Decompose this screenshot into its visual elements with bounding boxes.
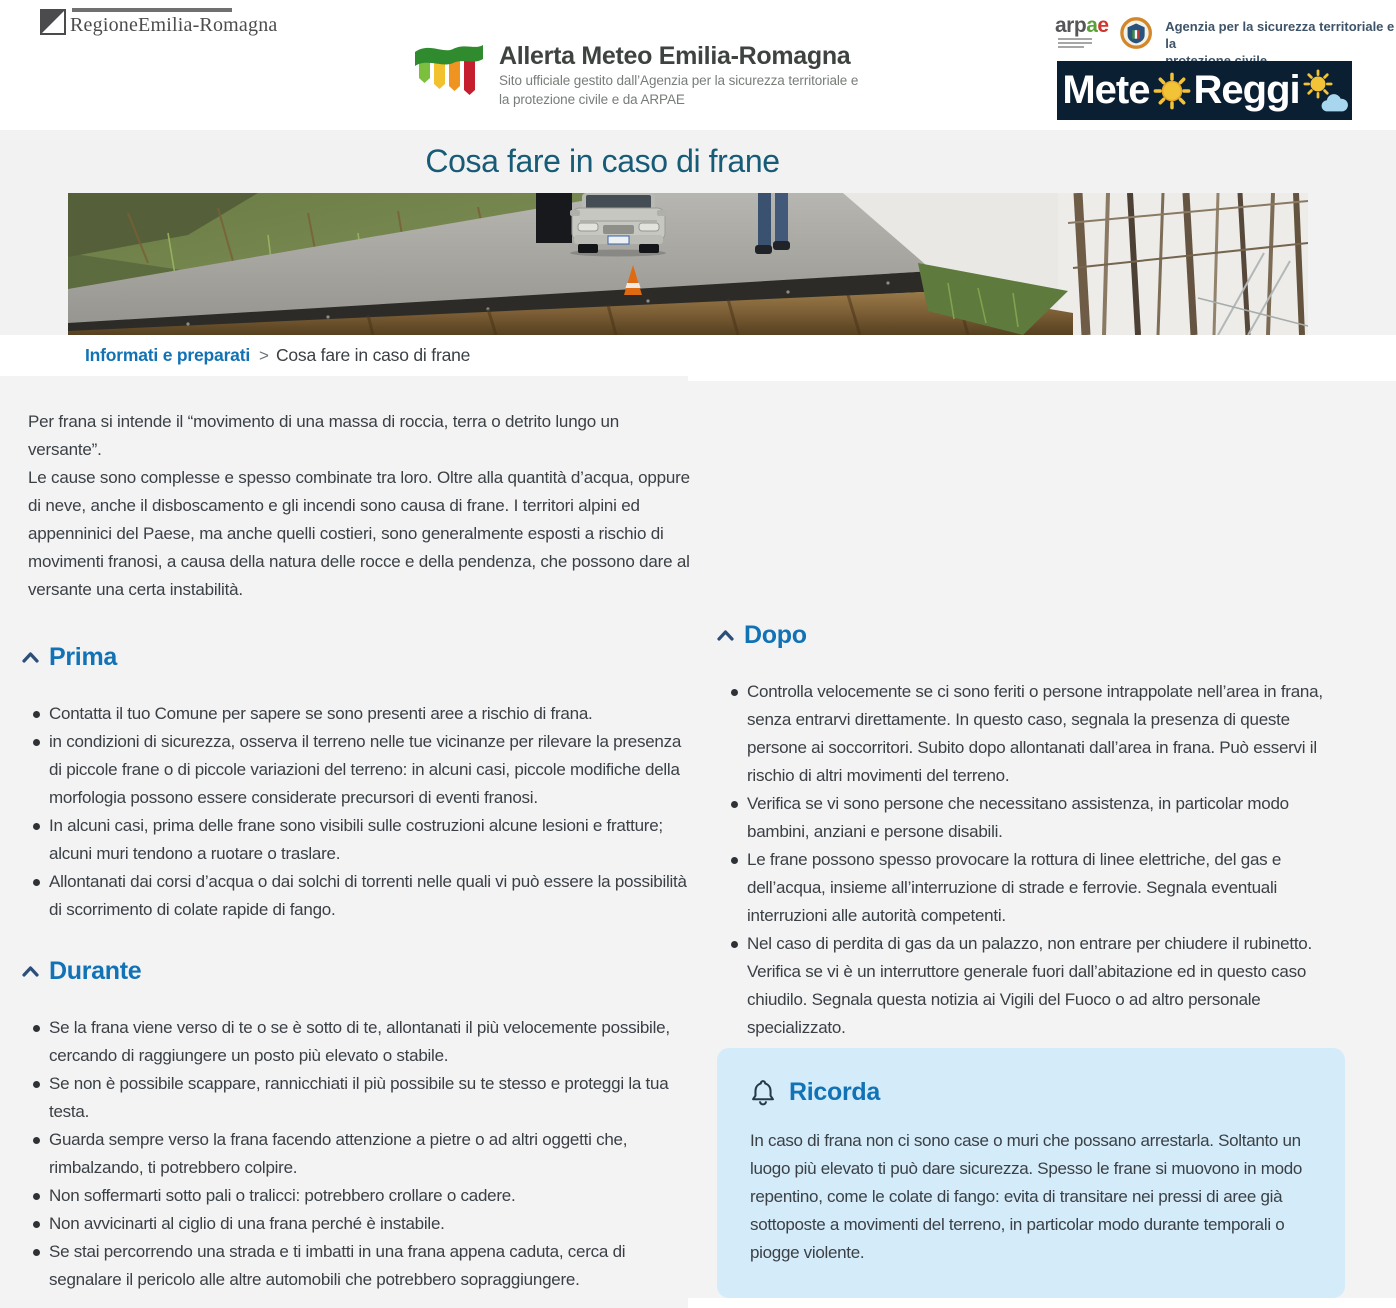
protezione-civile-emblem-icon <box>1120 16 1152 50</box>
list-item: Le frane possono spesso provocare la rottura di linee elettriche, del gas e dell’acqua, insieme all’interruzione di strade e ferrovie. Segnala eventuali interruzioni alle autorità competenti. <box>731 846 1351 930</box>
chevron-up-icon <box>22 966 39 977</box>
list-item: Se la frana viene verso di te o se è sotto di te, allontanati il più velocemente possibile, cercando di raggiungere un posto più elevato o stabile. <box>33 1014 692 1070</box>
site-header <box>0 0 1396 130</box>
section-durante-title: Durante <box>49 957 142 985</box>
hero-image <box>68 193 1308 335</box>
regione-logo-bar <box>72 8 232 12</box>
list-item: Se stai percorrendo una strada e ti imbatti in una frana appena caduta, cerca di segnalare il pericolo alle altre automobili che potrebbero sopraggiungere. <box>33 1238 692 1294</box>
chevron-up-icon <box>22 652 39 663</box>
list-item: Verifica se vi sono persone che necessitano assistenza, in particolar modo bambini, anziani e persone disabili. <box>731 790 1351 846</box>
regione-logo[interactable] <box>40 8 277 37</box>
list-item: Controlla velocemente se ci sono feriti o persone intrappolate nell’area in frana, senza entrarvi direttamente. In questo caso, segnala la presenza di queste persone ai soccorritori. Subito dopo allontanati dall’area in frana. Può esservi il rischio di altri movimenti del terreno. <box>731 678 1351 790</box>
regione-square-icon <box>40 8 66 35</box>
list-item: Non avvicinarti al ciglio di una frana perché è instabile. <box>33 1210 692 1238</box>
breadcrumb-current: Cosa fare in caso di frane <box>275 345 471 365</box>
title-band <box>0 130 1396 335</box>
chevron-up-icon <box>717 630 734 641</box>
list-item: Non soffermarti sotto pali o tralicci: potrebbero crollare o cadere. <box>33 1182 692 1210</box>
section-dopo-title: Dopo <box>744 621 807 649</box>
breadcrumb-separator: > <box>259 345 269 365</box>
sun-cloud-icon <box>1303 69 1347 113</box>
page-title: Cosa fare in caso di frane <box>425 143 780 179</box>
right-column <box>700 376 1396 1298</box>
durante-list <box>33 1014 692 1294</box>
prima-list <box>33 700 692 924</box>
regione-logo-text: RegioneEmilia-Romagna <box>70 14 278 36</box>
section-dopo-toggle[interactable] <box>717 618 1396 652</box>
list-item: Nel caso di perdita di gas da un palazzo, non entrare per chiudere il rubinetto. Verifica se vi è un interruttore generale fuori dall’abitazione ed in questo caso chiudilo. Segnala questa notizia ai Vigili del Fuoco o ad altro personale specializzato. <box>731 930 1351 1042</box>
left-column <box>28 408 692 1294</box>
ricorda-text: In caso di frana non ci sono case o muri che possano arrestarla. Soltanto un luogo più elevato ti può dare sicurezza. Spesso le frane si muovono in modo repentino, come le colate di fango: evita di transitare nei pressi di aree già sottoposte a movimenti del terreno, in particolar modo durante temporali o piogge violente. <box>750 1131 1303 1262</box>
intro-paragraph-2: Le cause sono complesse e spesso combinate tra loro. Oltre alla quantità d’acqua, oppure di neve, anche il disboscamento e gli incendi sono causa di frane. I territori alpini ed appenninici del Paese, ma anche quelli costieri, sono generalmente esposti a rischio di movimenti franosi, a causa della natura delle rocce e della pendenza, che possono dare al versante una certa instabilità. <box>28 468 690 599</box>
agency-name-line1: Agenzia per la sicurezza territoriale e la <box>1165 19 1395 51</box>
breadcrumb-link-informati[interactable]: Informati e preparati <box>85 345 251 365</box>
intro-paragraph-1: Per frana si intende il “movimento di una massa di roccia, terra o detrito lungo un versante”. <box>28 412 619 459</box>
list-item: In alcuni casi, prima delle frane sono visibili sulle costruzioni alcune lesioni e fratture; alcuni muri tendono a ruotare o traslare. <box>33 812 692 868</box>
main-content <box>0 376 1396 1308</box>
sun-icon <box>1153 72 1191 110</box>
list-item: Contatta il tuo Comune per sapere se sono presenti aree a rischio di frana. <box>33 700 692 728</box>
list-item: Allontanati dai corsi d’acqua o dai solchi di torrenti nelle quali vi può essere la possibilità di scorrimento di colate rapide di fango. <box>33 868 692 924</box>
meteo-word: Mete <box>1062 68 1150 112</box>
site-subtitle-line2: la protezione civile e da ARPAE <box>499 92 685 107</box>
section-prima-title: Prima <box>49 643 117 671</box>
ricorda-header <box>750 1078 1312 1107</box>
list-item: Guarda sempre verso la frana facendo attenzione a pietre o ad altri oggetti che, rimbalzando, ti potrebbero colpire. <box>33 1126 692 1182</box>
arpae-logo: arpae <box>1055 16 1107 48</box>
list-item: Se non è possibile scappare, rannicchiati il più possibile su te stesso e proteggi la tua testa. <box>33 1070 692 1126</box>
arpae-tagline <box>1058 38 1107 48</box>
site-title: Allerta Meteo Emilia-Romagna <box>499 42 851 70</box>
ricorda-title: Ricorda <box>789 1078 880 1106</box>
dopo-list <box>731 678 1351 1042</box>
allerta-flag-icon <box>413 42 485 98</box>
site-subtitle-line1: Sito ufficiale gestito dall’Agenzia per la sicurezza territoriale e <box>499 73 859 88</box>
reggio-word: Reggi <box>1193 68 1300 112</box>
ricorda-box <box>717 1048 1345 1298</box>
bell-icon <box>750 1079 776 1107</box>
meteo-reggio-banner[interactable] <box>1057 61 1352 120</box>
breadcrumb <box>0 335 1396 376</box>
allerta-meteo-logo[interactable] <box>413 42 858 109</box>
section-durante-toggle[interactable] <box>22 954 692 988</box>
next-section-edge <box>688 1298 1396 1308</box>
section-prima-toggle[interactable] <box>22 640 692 674</box>
list-item: in condizioni di sicurezza, osserva il terreno nelle tue vicinanze per rilevare la presenza di piccole frane o di piccole variazioni del terreno: in alcuni casi, piccole modifiche della morfologia possono essere considerate precursori di eventi franosi. <box>33 728 692 812</box>
